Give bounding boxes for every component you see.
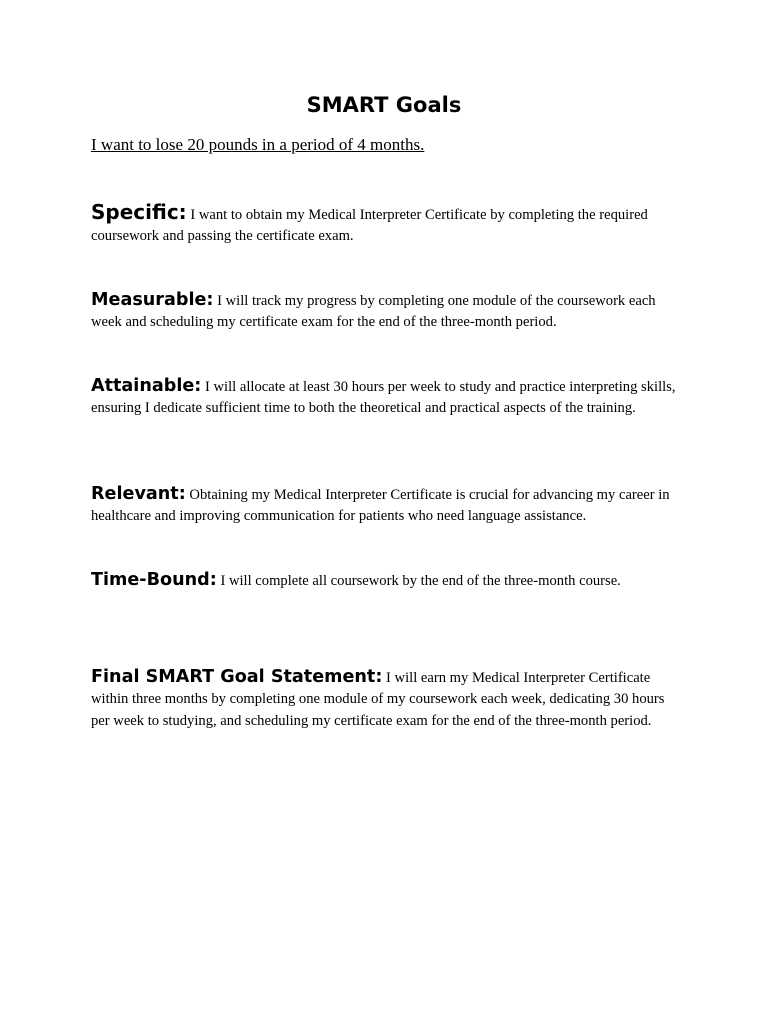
section-label-time-bound: Time-Bound: xyxy=(91,570,217,590)
section-label-final-statement: Final SMART Goal Statement: xyxy=(91,667,383,687)
section-attainable xyxy=(91,376,677,420)
section-measurable xyxy=(91,290,677,334)
section-label-attainable: Attainable: xyxy=(91,376,202,396)
intro-goal: I want to lose 20 pounds in a period of 4 months. xyxy=(91,135,425,154)
section-label-relevant: Relevant: xyxy=(91,484,186,504)
section-text-attainable: I will allocate at least 30 hours per week to study and practice interpreting skills, ensuring I dedicate sufficient time to both the theoretical and practical aspects of the training. xyxy=(91,379,676,417)
section-text-final-statement: I will earn my Medical Interpreter Certificate within three months by completing one module of my coursework each week, dedicating 30 hours per week to studying, and scheduling my certificate exam for the end of the three-month period. xyxy=(91,670,665,729)
section-specific xyxy=(91,202,677,248)
section-text-time-bound: I will complete all coursework by the end of the three-month course. xyxy=(220,573,621,589)
section-text-relevant: Obtaining my Medical Interpreter Certificate is crucial for advancing my career in healthcare and improving communication for patients who need language assistance. xyxy=(91,487,670,525)
section-final-statement xyxy=(91,667,677,732)
section-text-specific: I want to obtain my Medical Interpreter Certificate by completing the required coursework and passing the certificate exam. xyxy=(91,207,648,245)
section-label-measurable: Measurable: xyxy=(91,290,214,310)
section-label-specific: Specific: xyxy=(91,200,187,224)
section-relevant xyxy=(91,484,677,528)
section-text-measurable: I will track my progress by completing one module of the coursework each week and scheduling my certificate exam for the end of the three-month period. xyxy=(91,293,656,331)
document-title: SMART Goals xyxy=(306,93,462,117)
section-time-bound xyxy=(91,570,677,592)
